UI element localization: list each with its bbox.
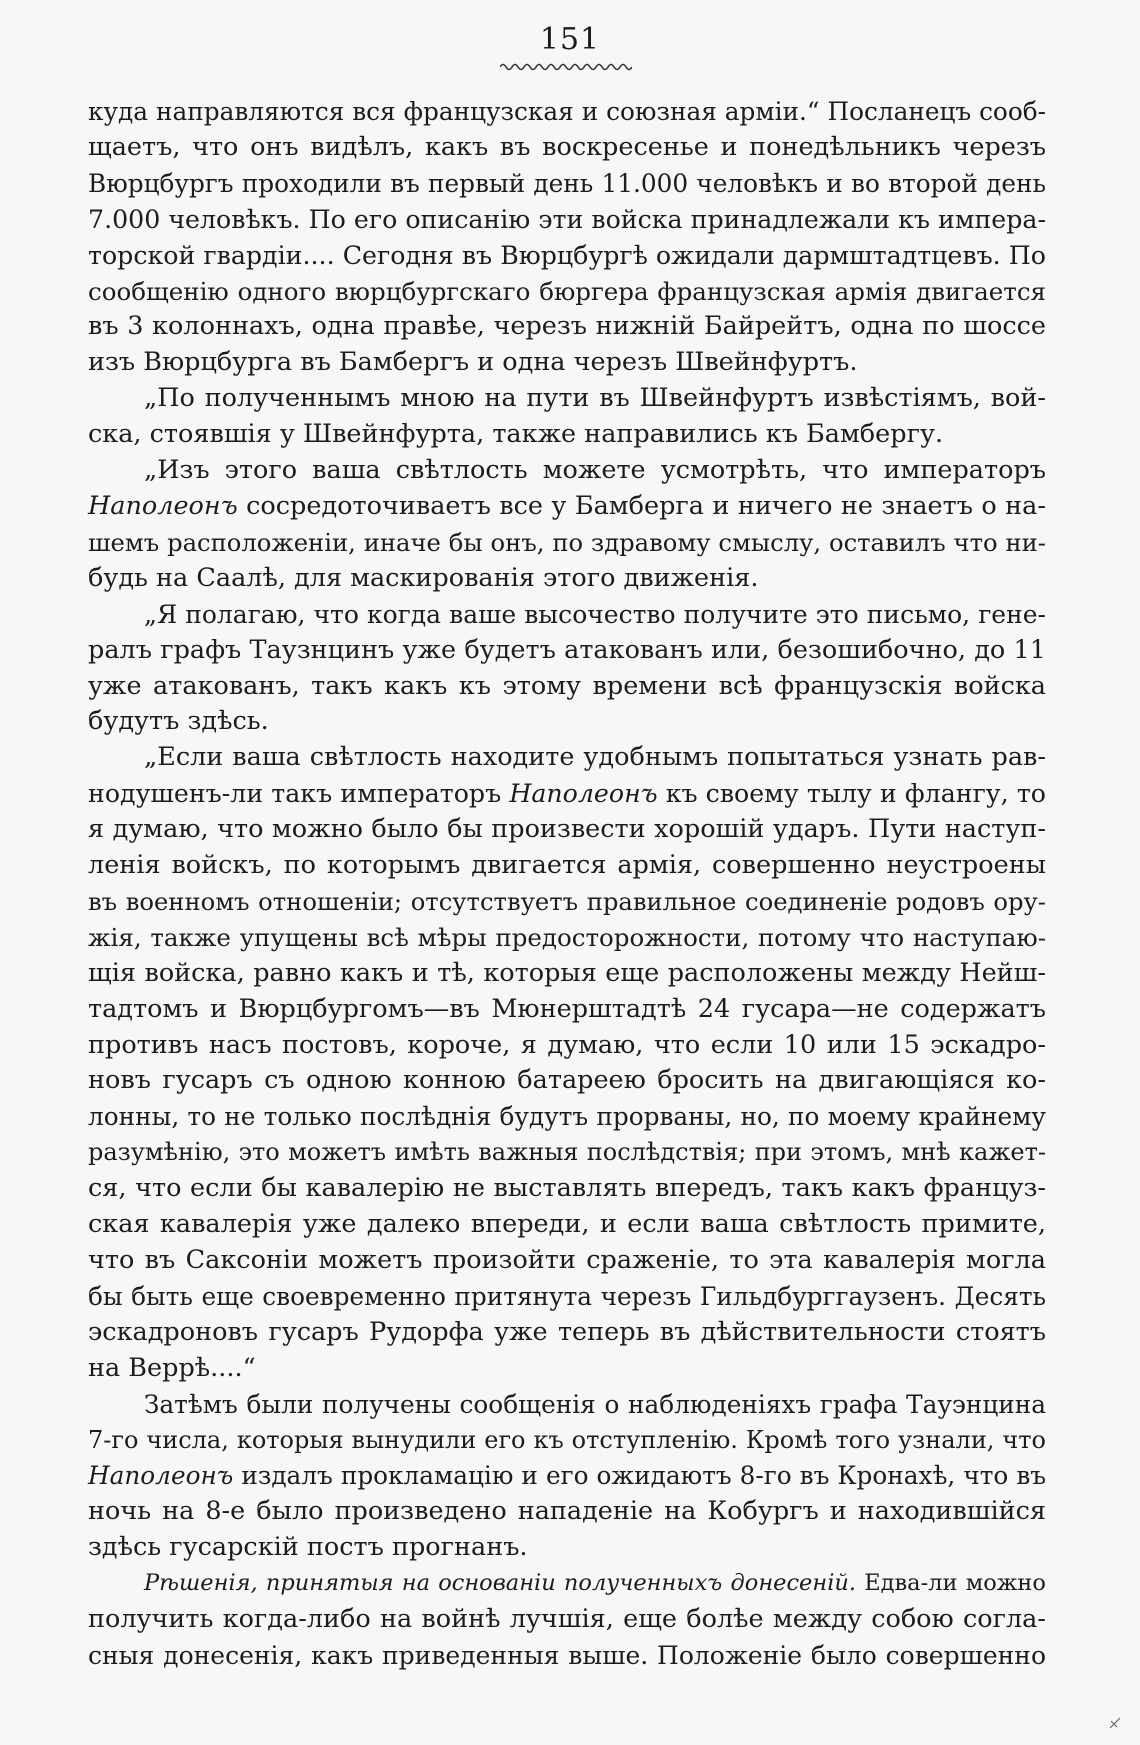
text-run: Вюрцбургъ проходили въ первый день 11.000 человѣкъ и во второй день [88,168,1046,198]
text-line [88,238,1046,274]
text-line [88,1494,1046,1530]
text-line [88,489,1046,525]
italic-name-napoleon: Наполеонъ [88,490,238,521]
paragraph [88,94,1046,381]
text-line [88,381,1046,417]
text-line [88,633,1046,669]
text-run: „Изъ этого ваша свѣтлость можете усмотрѣть, что императоръ [144,455,1046,486]
paragraph [88,740,1046,1386]
text-run: лонны, то не только послѣднія будутъ прорваны, но, по моему крайнему [88,1102,1046,1132]
text-line [88,669,1046,705]
text-run: Едва-ли можно [856,1570,1046,1597]
paragraph [88,1566,1046,1674]
body-text [88,94,1046,1674]
text-run: къ своему тылу и флангу, то [657,779,1047,809]
text-run: издалъ прокламацію и его ожидаютъ 8-го въ Кронахѣ, что въ [233,1461,1046,1491]
text-run: 7.000 человѣкъ. По его описанію эти войска принадлежали къ импера- [88,204,1046,234]
text-line [88,1063,1046,1099]
text-run: новъ гусаръ съ одною конною батареею бросить на двигающіяся ко- [88,1065,1046,1096]
text-line [88,597,1046,633]
text-run: торской гвардіи.... Сегодня въ Вюрцбургѣ ожидали дармштадтцевъ. По [88,240,1046,270]
text-line [88,94,1046,130]
text-line [88,453,1046,489]
italic-name-napoleon: Наполеонъ [88,1461,234,1491]
paragraph [88,597,1046,741]
text-run: „Я полагаю, что когда ваше высочество получите это письмо, гене- [144,599,1046,629]
text-run: ленія войскъ, по которымъ двигается армія, совершенно неустроены [88,850,1046,881]
text-line [88,1028,1046,1064]
text-line [88,561,1046,597]
text-line [88,776,1046,812]
text-line [88,1638,1046,1674]
text-run: противъ насъ постовъ, короче, я думаю, что если 10 или 15 эскадро- [88,1029,1046,1060]
text-line [88,1099,1046,1135]
scan-mark-icon [1108,1716,1122,1730]
text-line [88,1423,1046,1459]
text-line [88,1315,1046,1351]
text-line [88,417,1046,453]
text-run: сныя донесенія, какъ приведенныя выше. Положеніе было совершенно [88,1640,1046,1670]
text-run: куда направляются вся французская и союзная арміи.“ Посланецъ сооб- [88,97,1046,126]
text-line [88,202,1046,238]
text-run: сообщенію одного вюрцбургскаго бюргера французская армія двигается [88,276,1046,306]
text-run: эскадроновъ гусаръ Рудорфа уже теперь въ дѣйствительности стоятъ [88,1316,1046,1347]
text-line [88,1171,1046,1207]
text-line [88,309,1046,345]
text-run: будутъ здѣсь. [88,706,269,737]
text-line [88,1351,1046,1387]
italic-section-heading: Рѣшенія, принятыя на основаніи полученныхъ донесеній. [144,1570,857,1597]
text-run: ская кавалерія уже далеко впереди, и если ваша свѣтлость примите, [88,1209,1046,1240]
text-line [88,1458,1046,1494]
text-run: шемъ расположеніи, иначе бы онъ, по здравому смыслу, оставилъ что ни- [88,527,1046,557]
text-line [88,130,1046,166]
text-run: 7-го числа, которыя вынудили его къ отступленію. Кромѣ того узнали, что [88,1425,1046,1454]
text-line [88,345,1046,381]
text-line [88,1243,1046,1279]
text-run: тадтомъ и Вюрцбургомъ—въ Мюнерштадтѣ 24 гусара—не содержатъ [88,993,1046,1024]
text-run: ночь на 8-е было произведено нападеніе на Кобургъ и находившійся [88,1496,1046,1527]
text-run: щія войска, равно какъ и тѣ, которыя еще расположены между Нейш- [88,957,1046,988]
italic-name-napoleon: Наполеонъ [509,779,658,809]
text-line [88,1279,1046,1315]
text-run: я думаю, что можно было бы произвести хорошій ударъ. Пути наступ- [88,814,1046,845]
paragraph [88,453,1046,597]
text-run: ралъ графъ Таузнцинъ уже будетъ атакованъ или, безошибочно, до 11 [88,634,1046,665]
text-run: на Веррѣ....“ [88,1352,256,1383]
text-line [88,992,1046,1028]
text-line [88,956,1046,992]
text-run: „Если ваша свѣтлость находите удобнымъ попытаться узнать рав- [144,742,1046,773]
text-line [88,1566,1046,1602]
text-run: получить когда-либо на войнѣ лучшія, еще болѣе между собою согла- [88,1604,1046,1635]
text-run: здѣсь гусарскій постъ прогнанъ. [88,1532,528,1563]
text-run: ся, что если бы кавалерію не выставлять впередъ, такъ какъ француз- [88,1173,1046,1204]
text-run: Затѣмъ были получены сообщенія о наблюденіяхъ графа Тауэнцина [144,1389,1046,1419]
text-run: ска, стоявшія у Швейнфурта, также направились къ Бамбергу. [88,419,944,450]
text-line [88,884,1046,920]
page-number: 151 [539,22,601,57]
text-line [88,1602,1046,1638]
text-run: изъ Вюрцбурга въ Бамбергъ и одна черезъ Швейнфуртъ. [88,347,858,378]
text-run: въ 3 колоннахъ, одна правѣе, черезъ нижній Байрейтъ, одна по шоссе [88,311,1046,342]
text-line [88,1387,1046,1423]
text-run: „По полученнымъ мною на пути въ Швейнфуртъ извѣстіямъ, вой- [144,383,1046,414]
text-run: что въ Саксоніи можетъ произойти сраженіе, то эта кавалерія могла [88,1245,1046,1275]
text-run: щаетъ, что онъ видѣлъ, какъ въ воскресенье и понедѣльникъ черезъ [88,131,1046,162]
text-line [88,525,1046,561]
text-line [88,166,1046,202]
text-run: будь на Саалѣ, для маскированія этого движенія. [88,562,759,593]
text-line [88,740,1046,776]
text-line [88,274,1046,310]
text-line [88,920,1046,956]
text-run: бы быть еще своевременно притянута черезъ Гильдбурггаузенъ. Десять [88,1281,1046,1311]
text-run: уже атакованъ, такъ какъ къ этому времени всѣ французскія войска [88,670,1046,701]
text-line [88,1135,1046,1171]
text-run: нодушенъ-ли такъ императоръ [88,779,510,809]
text-line [88,848,1046,884]
text-line [88,704,1046,740]
text-line [88,1207,1046,1243]
paragraph [88,1387,1046,1567]
text-run: разумѣнію, это можетъ имѣть важныя послѣдствія; при этомъ, мнѣ кажет- [88,1138,1046,1167]
text-run: жія, также упущены всѣ мѣры предосторожности, потому что наступаю- [88,922,1046,952]
text-line [88,1530,1046,1566]
paragraph [88,381,1046,453]
text-run: въ военномъ отношеніи; отсутствуетъ правильное соединеніе родовъ ору- [88,886,1046,916]
decorative-wavy-rule [500,62,632,72]
text-line [88,812,1046,848]
text-run: сосредоточиваетъ все у Бамберга и ничего не знаетъ о на- [237,490,1046,521]
